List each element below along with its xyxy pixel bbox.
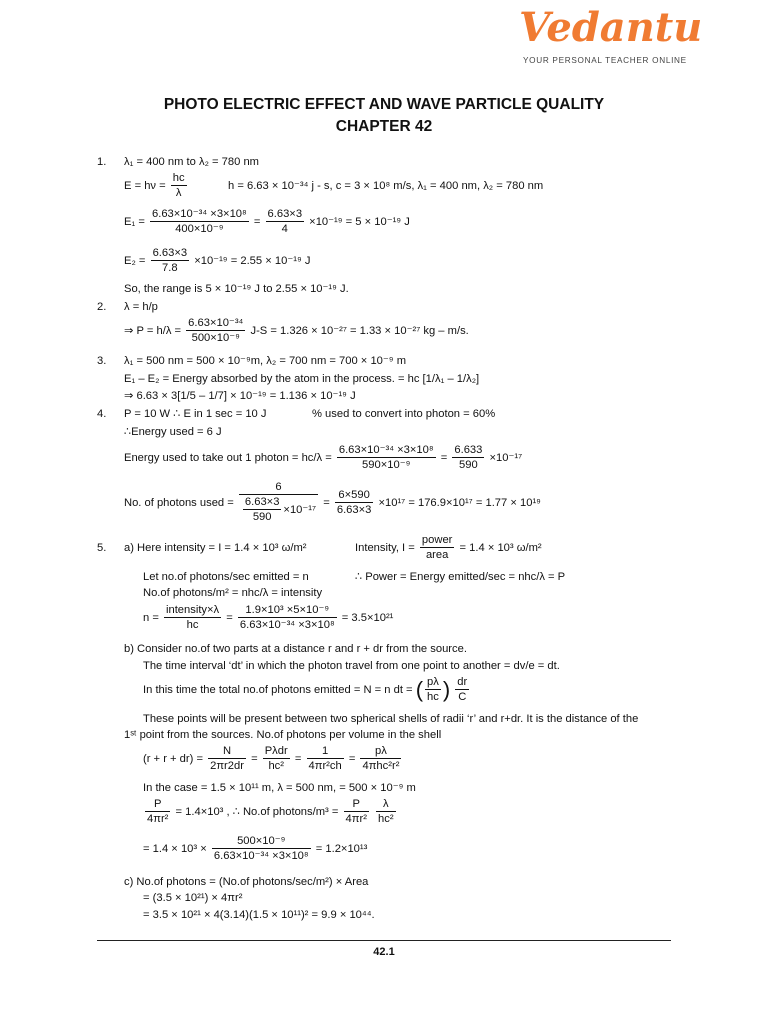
q3-line1: λ₁ = 500 nm = 500 × 10⁻⁹m, λ₂ = 700 nm = 700 × 10⁻⁹ m [124,355,407,367]
q1-e1: E₁ = $\frac{\text{6.63×10⁻³⁴ ×3×10⁸}}{\text{400×10⁻⁹}}$ = $\frac{6.63\times 3}{4}$ ×10⁻¹⁹ = 5 × 10⁻¹⁹ J [124,208,410,236]
chapter-title: CHAPTER 42 [335,118,433,135]
q5-b-photons-emitted: In this time the total no.of photons emitted = N = n dt = ( $\frac{p\lambda}{hc}$ ) $\frac{dr}{C}$ [143,676,468,704]
q5-a-line2b: ∴ Power = Energy emitted/sec = nhc/λ = P [355,571,566,583]
q5-c-line1: c) No.of photons = (No.of photons/sec/m²) × Area [124,876,369,888]
q5-b-line2: The time interval ‘dt’ in which the photon travel from one point to another = dv/e = dt. [143,660,560,672]
q1-energy-formula: E = hν = $\frac{hc}{\lambda}$ [124,172,185,200]
q5-c-line3: = 3.5 × 10²¹ × 4(3.14)(1.5 × 10¹¹)² = 9.9 × 10⁴⁴. [143,909,375,921]
q1-e2: E₂ = $\frac{6.63\times 3}{7.8}$ ×10⁻¹⁹ = 2.55 × 10⁻¹⁹ J [124,247,311,275]
q5-b-line4: These points will be present between two spherical shells of radii ‘r’ and r+dr. It is the distance of the [143,713,639,725]
q5-b-result: = 1.4 × 10³ × $\frac{\text{500×10⁻⁹}}{\text{6.63×10⁻³⁴ ×3×10⁸}}$ = 1.2×10¹³ [143,835,368,863]
q5-b-photons-per-volume: $\frac{P}{\text{4πr²}}$ = 1.4×10³ , ∴ No.of photons/m³ = $\frac{P}{\text{4πr²}}$ $\frac{\lambda}{\text{hc²}}$ [147,798,394,826]
q2-number: 2. [97,301,107,313]
q5-a-intensity: Intensity, I = $\frac{\text{power}}{\text{area}}$ = 1.4 × 10³ ω/m² [355,534,542,562]
q1-range: So, the range is 5 × 10⁻¹⁹ J to 2.55 × 10⁻¹⁹ J. [124,283,349,295]
q4-photon-energy: Energy used to take out 1 photon = hc/λ = $\frac{\text{6.63×10⁻³⁴ ×3×10⁸}}{\text{590×10⁻⁹}}$ = $\frac{6.633}{590}$ ×10⁻¹⁷ [124,444,523,472]
q2-line1: λ = h/p [124,301,158,313]
q4-number: 4. [97,408,107,420]
q3-line3: ⇒ 6.63 × 3[1/5 – 1/7] × 10⁻¹⁹ = 1.136 × 10⁻¹⁹ J [124,390,356,402]
q5-a-n: n = $\frac{\text{intensity×λ}}{hc}$ = $\frac{\text{1.9×10³ ×5×10⁻⁹}}{\text{6.63×10⁻³⁴ ×3×10⁸}}$ = 3.5×10²¹ [143,604,394,632]
q5-a-line2: Let no.of photons/sec emitted = n [143,571,309,583]
q5-a-line3: No.of photons/m² = nhc/λ = intensity [143,587,323,599]
q5-b-line7: In the case = 1.5 × 10¹¹ m, λ = 500 nm, = 500 × 10⁻⁹ m [143,782,416,794]
brand-logo [519,4,703,68]
q5-a-line1: a) Here intensity = I = 1.4 × 10³ ω/m² [124,542,307,554]
page-number: 42.1 [373,946,395,958]
q2-momentum: ⇒ P = h/λ = $\frac{\text{6.63×10⁻³⁴}}{\text{500×10⁻⁹}}$ J-S = 1.326 × 10⁻²⁷ = 1.33 × 10⁻²⁷ kg – m/s. [124,317,469,345]
q5-b-shell-density: (r + r + dr) = $\frac{N}{2\pi r2dr}$ = $\frac{\text{Pλdr}}{\text{hc²}}$ = $\frac{1}{\text{4πr²ch}}$ = $\frac{p\lambda}{\text{4πhc²r²}}$ [143,745,400,773]
q4-photon-count: No. of photons used = 6 $\frac{6.63\times 3}{590}$ ×10⁻¹⁷ = $\frac{6\times 590}{6.63\times 3}$ ×10¹⁷ = 176.9×10¹⁷ = 1.77 × 10¹⁹ [124,481,541,524]
q4-line2: ∴Energy used = 6 J [124,426,222,438]
q5-c-line2: = (3.5 × 10²¹) × 4πr² [143,892,243,904]
q3-number: 3. [97,355,107,367]
q4-line1b: % used to convert into photon = 60% [312,408,496,420]
q1-given: h = 6.63 × 10⁻³⁴ j - s, c = 3 × 10⁸ m/s, λ₁ = 400 nm, λ₂ = 780 nm [228,180,544,192]
q5-b-line1: b) Consider no.of two parts at a distance r and r + dr from the source. [124,643,467,655]
brand-tagline: YOUR PERSONAL TEACHER ONLINE [523,56,687,65]
q4-line1a: P = 10 W ∴ E in 1 sec = 10 J [124,408,267,420]
q3-line2: E₁ – E₂ = Energy absorbed by the atom in the process. = hc [1/λ₁ – 1/λ₂] [124,373,480,385]
q5-b-line5: 1ˢᵗ point from the sources. No.of photons per volume in the shell [124,729,442,741]
q1-number: 1. [97,156,107,168]
footer-rule [97,940,671,941]
q1-line1: λ₁ = 400 nm to λ₂ = 780 nm [124,156,259,168]
brand-name: Vedantu [519,4,703,51]
page-title: PHOTO ELECTRIC EFFECT AND WAVE PARTICLE QUALITY [163,96,605,113]
q5-number: 5. [97,542,107,554]
